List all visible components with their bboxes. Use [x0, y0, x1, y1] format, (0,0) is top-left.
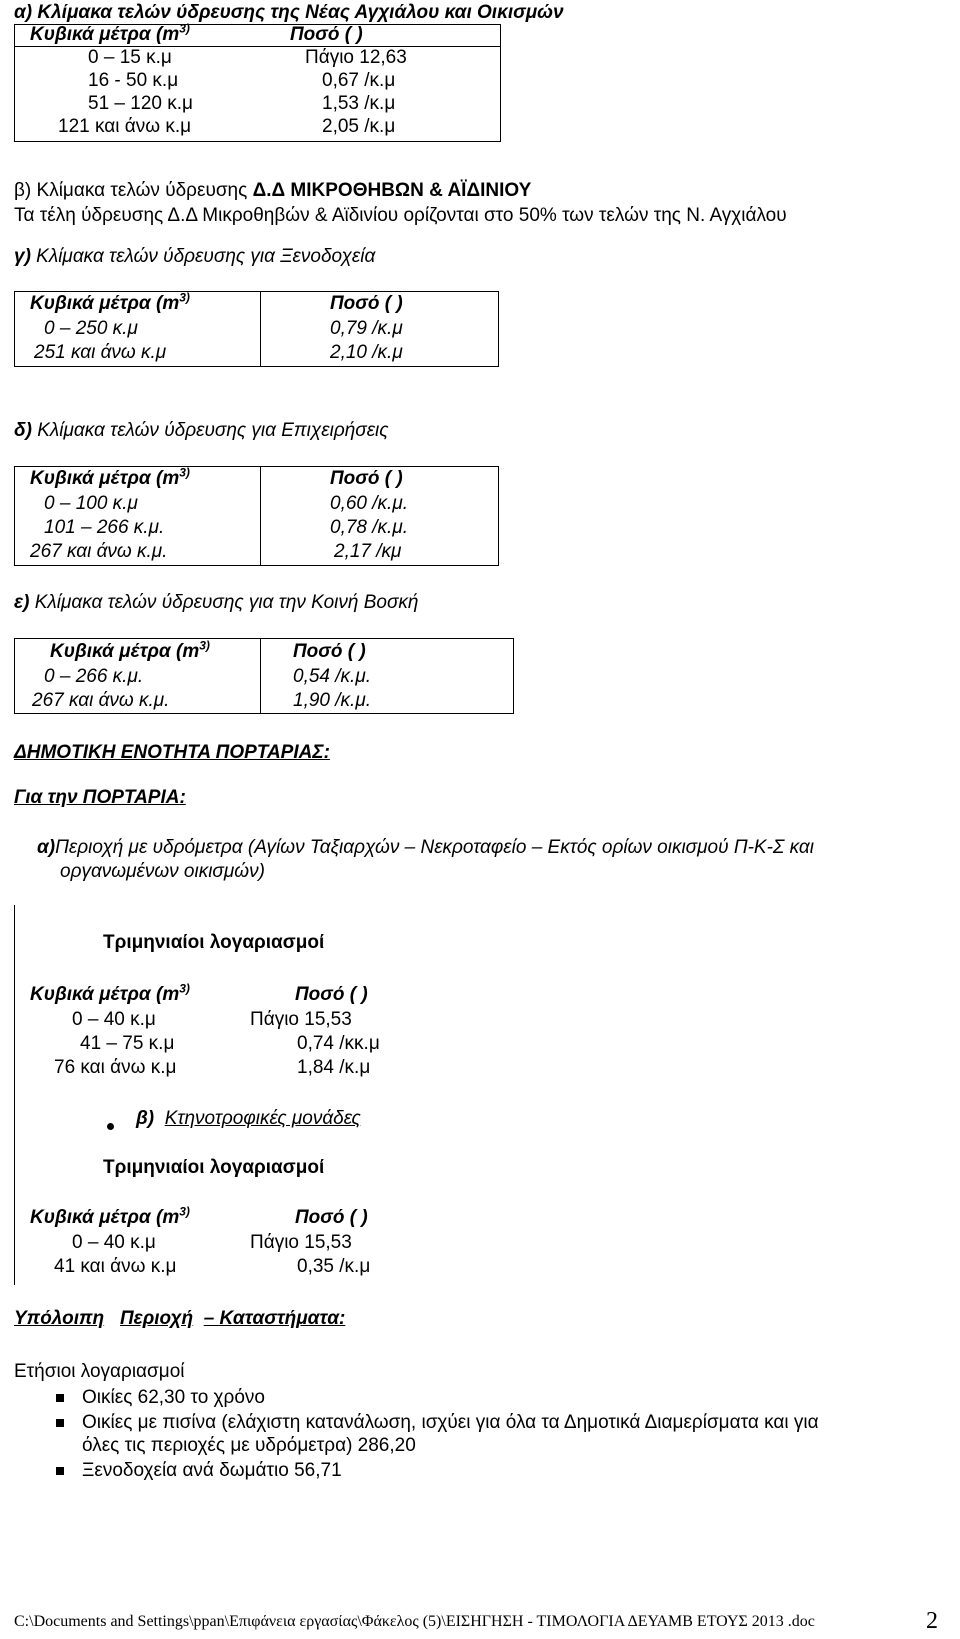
- table-d-cell: 267 και άνω κ.μ.: [30, 541, 168, 562]
- table-a-cell: 121 και άνω κ.μ: [58, 116, 192, 137]
- portaria-table1-header-volume: Κυβικά μέτρα ($m^{3)}$: [30, 981, 190, 1005]
- square-bullet-icon: [56, 1394, 64, 1402]
- table-d-header-amount: Ποσό ( ): [330, 468, 403, 489]
- table-a-cell: 0,67 /κ.μ: [322, 70, 396, 91]
- portaria-table1-cell: 76 και άνω κ.μ: [54, 1057, 177, 1078]
- section-b-text: Τα τέλη ύδρευσης Δ.Δ Μικροθηβών & Αϊδινίου ορίζονται στο 50% των τελών της Ν. Αγχιάλου: [14, 205, 787, 226]
- table-a-header-amount: Ποσό ( ): [290, 24, 363, 45]
- rest-annual: Ετήσιοι λογαριασμοί: [14, 1361, 185, 1382]
- table-e-cell: 1,90 /κ.μ.: [293, 690, 372, 711]
- table-e-cell: 0 – 266 κ.μ.: [44, 666, 144, 687]
- portaria-heading: ΔΗΜΟΤΙΚΗ ΕΝΟΤΗΤΑ ΠΟΡΤΑΡΙΑΣ:: [14, 742, 330, 763]
- portaria-table2-cell: 0 – 40 κ.μ: [72, 1232, 156, 1253]
- table-d-cell: 101 – 266 κ.μ.: [44, 517, 165, 538]
- table-c-cell: 0 – 250 κ.μ: [44, 318, 138, 339]
- section-e-title: ε) Κλίμακα τελών ύδρευσης για την Κοινή Βοσκή: [14, 592, 419, 613]
- portaria-table2-cell: 41 και άνω κ.μ: [54, 1256, 177, 1277]
- portaria-table2-header-amount: Ποσό ( ): [295, 1207, 368, 1228]
- section-a-title: α) Κλίμακα τελών ύδρευσης της Νέας Αγχιάλου και Οικισμών: [14, 2, 564, 23]
- portaria-table2-header-volume: Κυβικά μέτρα ($m^{3)}$: [30, 1204, 190, 1228]
- rest-heading: Υπόλοιπη Περιοχή – Καταστήματα:: [14, 1308, 346, 1329]
- table-a-cell: 51 – 120 κ.μ: [88, 93, 193, 114]
- table-c-header-amount: Ποσό ( ): [330, 293, 403, 314]
- portaria-table1-cell: 0 – 40 κ.μ: [72, 1009, 156, 1030]
- table-a-cell: 1,53 /κ.μ: [322, 93, 396, 114]
- portaria-table1-cell: Πάγιο 15,53: [250, 1009, 352, 1030]
- portaria-a-text-1: α)Περιοχή με υδρόμετρα (Αγίων Ταξιαρχών – Νεκροταφείο – Εκτός ορίων οικισμού Π-Κ-Σ και: [37, 837, 814, 858]
- list-item: Ξενοδοχεία ανά δωμάτιο 56,71: [56, 1460, 342, 1482]
- portaria-quarterly-2: Τριμηνιαίοι λογαριασμοί: [103, 1157, 325, 1178]
- table-e-header-amount: Ποσό ( ): [293, 641, 366, 662]
- table-d-cell: 0,78 /κ.μ.: [330, 517, 409, 538]
- footer-path: C:\Documents and Settings\ppan\Επιφάνεια εργασίας\Φάκελος (5)\ΕΙΣΗΓΗΣΗ - ΤΙΜΟΛΟΓΙΑ ΔΕΥΑΜΒ ΕΤΟΥΣ 2013 .doc: [14, 1613, 815, 1630]
- table-d-header-volume: Κυβικά μέτρα ($m^{3)}$: [30, 465, 190, 489]
- portaria-table1-cell: 0,74 /κκ.μ: [297, 1033, 380, 1054]
- portaria-table1-header-amount: Ποσό ( ): [295, 984, 368, 1005]
- section-d-title: δ) Κλίμακα τελών ύδρευσης για Επιχειρήσεις: [14, 420, 389, 441]
- portaria-left-rule: [14, 905, 15, 1285]
- portaria-b-text: β) Κτηνοτροφικές μονάδες: [136, 1108, 361, 1129]
- table-a-cell: 16 - 50 κ.μ: [88, 70, 179, 91]
- table-d-cell: 0,60 /κ.μ.: [330, 493, 409, 514]
- portaria-table1-cell: 41 – 75 κ.μ: [80, 1033, 175, 1054]
- portaria-quarterly-1: Τριμηνιαίοι λογαριασμοί: [103, 932, 325, 953]
- table-a-header-volume: Κυβικά μέτρα ($m^{3)}$: [30, 21, 190, 45]
- square-bullet-icon: [56, 1419, 64, 1427]
- page-number: 2: [926, 1608, 938, 1634]
- table-e-cell: 0,54 /κ.μ.: [293, 666, 372, 687]
- table-a-cell: 0 – 15 κ.μ: [88, 47, 172, 68]
- table-c-header-volume: Κυβικά μέτρα ($m^{3)}$: [30, 290, 190, 314]
- square-bullet-icon: [56, 1467, 64, 1475]
- list-item: Οικίες με πισίνα (ελάχιστη κατανάλωση, ισχύει για όλα τα Δημοτικά Διαμερίσματα και για: [56, 1412, 819, 1434]
- portaria-table1-cell: 1,84 /κ.μ: [297, 1057, 371, 1078]
- table-a-cell: 2,05 /κ.μ: [322, 116, 396, 137]
- bullet-dot-icon: [107, 1116, 114, 1138]
- table-d-cell: 2,17 /κμ: [334, 541, 402, 562]
- portaria-table2-cell: Πάγιο 15,53: [250, 1232, 352, 1253]
- table-e-header-volume: Κυβικά μέτρα ($m^{3)}$: [50, 638, 210, 662]
- portaria-table2-cell: 0,35 /κ.μ: [297, 1256, 371, 1277]
- list-item: Οικίες 62,30 το χρόνο: [56, 1387, 265, 1409]
- section-c-title: γ) Κλίμακα τελών ύδρευσης για Ξενοδοχεία: [14, 246, 376, 267]
- table-c-cell: 2,10 /κ.μ: [330, 342, 403, 363]
- section-b-title: β) Κλίμακα τελών ύδρευσης Δ.Δ ΜΙΚΡΟΘΗΒΩΝ & ΑΪΔΙΝΙΟΥ: [14, 180, 532, 201]
- table-a-cell: Πάγιο 12,63: [305, 47, 407, 68]
- portaria-subheading: Για την ΠΟΡΤΑΡΙΑ:: [14, 787, 186, 808]
- portaria-a-text-2: οργανωμένων οικισμών): [60, 861, 265, 882]
- table-e-cell: 267 και άνω κ.μ.: [32, 690, 170, 711]
- table-d-cell: 0 – 100 κ.μ: [44, 493, 138, 514]
- list-item-continuation: όλες τις περιοχές με υδρόμετρα) 286,20: [82, 1435, 416, 1456]
- table-c-cell: 0,79 /κ.μ: [330, 318, 403, 339]
- table-c-cell: 251 και άνω κ.μ: [34, 342, 167, 363]
